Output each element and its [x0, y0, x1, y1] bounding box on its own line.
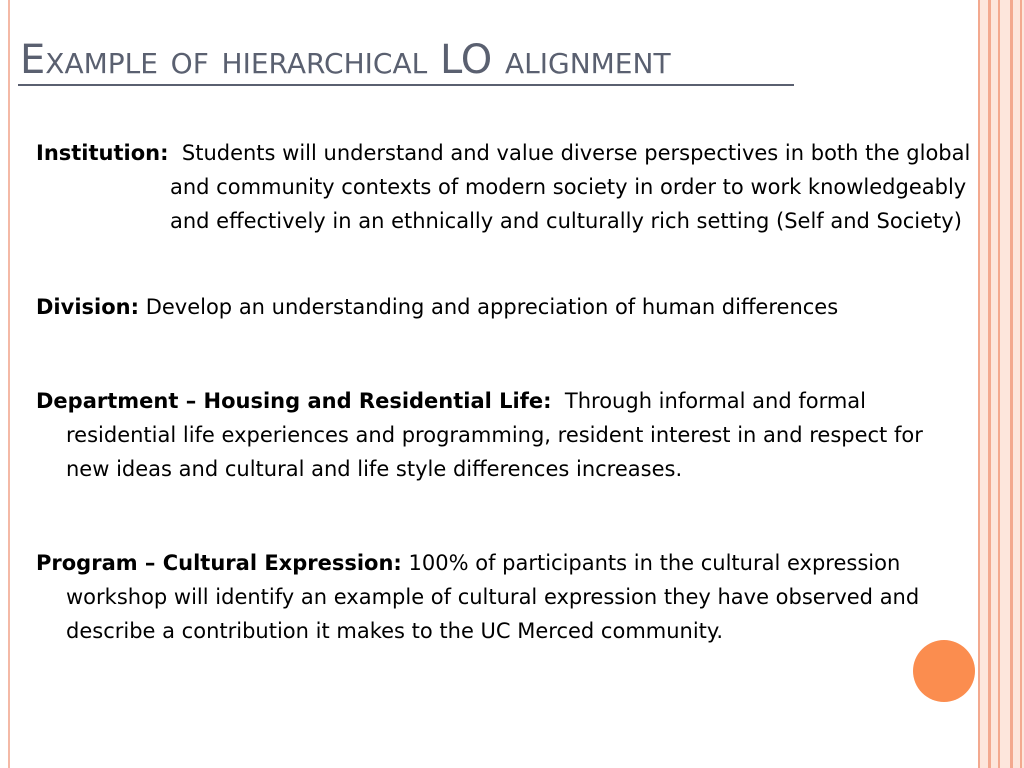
- slide-title: Example of hierarchical LO alignment: [20, 37, 671, 83]
- stripe: [998, 0, 1000, 768]
- decorative-circle: [913, 640, 975, 702]
- stripe: [988, 0, 991, 768]
- program-label: Program – Cultural Expression:: [36, 551, 402, 575]
- program-text: 100% of participants in the cultural expression workshop will identify an example of cultural expression they have observed and describe a contribution it makes to the UC Merced community.: [66, 551, 920, 643]
- institution-label: Institution:: [36, 141, 169, 165]
- stripe: [978, 0, 980, 768]
- slide-content: [36, 136, 972, 648]
- division-outcome: [36, 290, 972, 324]
- division-text: Develop an understanding and appreciation of human differences: [145, 295, 839, 319]
- left-border-line: [8, 0, 10, 768]
- stripe: [1010, 0, 1013, 768]
- stripe: [1020, 0, 1022, 768]
- department-label: Department – Housing and Residential Life:: [36, 389, 552, 413]
- right-decorative-stripes: [978, 0, 1024, 768]
- department-text: Through informal and formal residential life experiences and programming, resident interest in and respect for new ideas and cultural and life style differences increases.: [66, 389, 923, 481]
- department-outcome: [36, 384, 972, 486]
- institution-outcome: [36, 136, 972, 238]
- institution-text: Students will understand and value diverse perspectives in both the global and community contexts of modern society in order to work knowledgeably and effectively in an ethnically and culturally rich setting (Self and Society): [170, 141, 971, 233]
- title-underline: [18, 84, 794, 86]
- program-outcome: [36, 546, 972, 648]
- division-label: Division:: [36, 295, 139, 319]
